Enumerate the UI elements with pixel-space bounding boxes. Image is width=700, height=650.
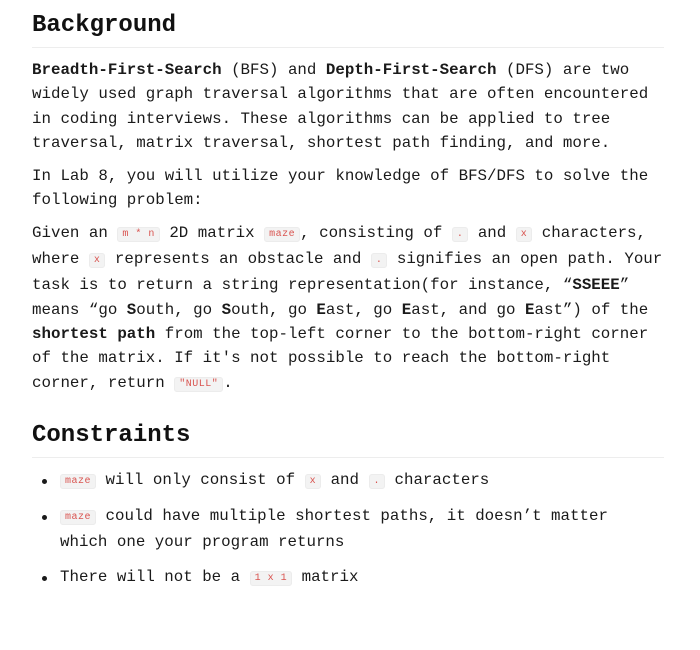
text-segment: will only consist of [96, 470, 305, 489]
background-heading: Background [32, 11, 664, 48]
constraint-item [60, 504, 664, 555]
text-segment: matrix [292, 567, 359, 586]
text-segment: represents an obstacle and [105, 250, 371, 269]
text-segment: and [321, 470, 369, 489]
text-segment: ast”) of the [534, 300, 649, 319]
shortest-path-term: shortest path [32, 324, 156, 343]
direction-letter: E [316, 300, 326, 319]
text-segment: (DFS) are two widely used graph traversal algorithms that are often encountered in coding interviews. These algorithms can be applied to tree traversal, matrix traversal, shortest path finding, and more. [32, 61, 649, 152]
text-segment: ” means “go [32, 276, 630, 319]
text-segment: , consisting of [300, 223, 452, 242]
lab-paragraph: In Lab 8, you will utilize your knowledge of BFS/DFS to solve the following problem: [32, 167, 649, 210]
problem-paragraph [32, 221, 664, 397]
direction-letter: S [126, 300, 137, 319]
text-segment: ast, go [325, 300, 402, 319]
example-string: SSEEE [572, 276, 620, 295]
text-segment: and [468, 223, 516, 242]
inline-code-maze: maze [264, 227, 300, 242]
text-segment: outh, go [136, 300, 222, 319]
text-segment: signifies an open path. Your task is to return a string representation(for instance, “ [32, 250, 663, 295]
text-segment: 2D matrix [159, 223, 265, 242]
dfs-term: Depth-First-Search [325, 61, 497, 79]
inline-code-dot: . [371, 253, 388, 268]
inline-code-x: x [516, 227, 533, 242]
inline-code-null: "NULL" [174, 377, 223, 392]
inline-code-maze: maze [60, 510, 96, 525]
intro-paragraph [32, 58, 664, 155]
inline-code-1x1: 1 x 1 [250, 571, 293, 586]
direction-letter: E [401, 300, 412, 319]
text-segment: (BFS) and [221, 61, 326, 79]
direction-letter: E [525, 300, 535, 319]
text-segment: ast, and go [411, 300, 525, 319]
constraint-item [60, 468, 664, 494]
inline-code-x: x [89, 253, 106, 268]
constraints-list [32, 468, 664, 591]
constraint-item [60, 565, 664, 591]
text-segment: from the top-left corner to the bottom-right corner of the matrix. If it's not possible to reach the bottom-right corner, return [32, 324, 649, 392]
text-segment: Given an [32, 223, 118, 242]
text-segment: characters, where [32, 223, 647, 269]
constraints-heading: Constraints [32, 421, 664, 458]
text-segment: There will not be a [60, 567, 250, 586]
inline-code-maze: maze [60, 474, 96, 489]
inline-code-x: x [305, 474, 322, 489]
document-page [0, 11, 700, 650]
text-segment: could have multiple shortest paths, it doesn’t matter which one your program returns [60, 507, 608, 552]
text-segment: characters [385, 470, 490, 489]
bfs-term: Breadth-First-Search [32, 61, 222, 79]
text-segment: . [223, 373, 233, 392]
direction-letter: S [221, 300, 232, 319]
text-segment: outh, go [231, 300, 317, 319]
inline-code-dot: . [452, 227, 469, 242]
inline-code-dot: . [369, 474, 386, 489]
inline-code-m-n: m * n [117, 227, 160, 242]
